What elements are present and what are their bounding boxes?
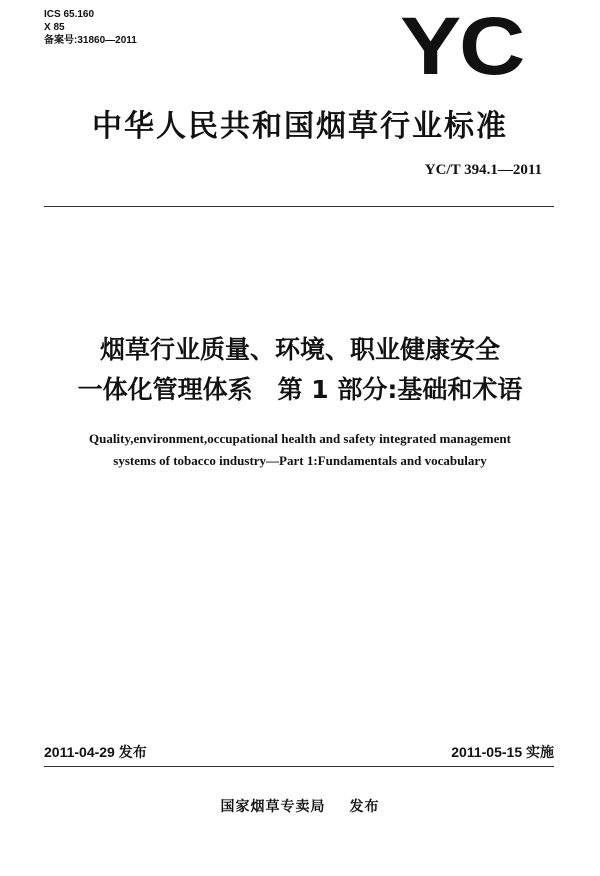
top-divider — [44, 206, 554, 207]
issuer-name: 国家烟草专卖局 — [220, 799, 326, 815]
document-title-chinese — [0, 330, 600, 410]
document-meta — [44, 8, 137, 47]
issuer-action: 发布 — [349, 799, 380, 815]
publish-date: 2011-04-29 发布 — [44, 744, 147, 760]
title-cn-line-2: 一体化管理体系 第 1 部分:基础和术语 — [77, 375, 523, 404]
title-en-line-2: systems of tobacco industry—Part 1:Fundamentals and vocabulary — [113, 453, 487, 468]
standard-title: 中华人民共和国烟草行业标准 — [92, 109, 508, 144]
bottom-divider — [44, 766, 554, 767]
ics-code: ICS 65.160 — [44, 9, 95, 20]
title-cn-line-1: 烟草行业质量、环境、职业健康安全 — [99, 335, 500, 364]
title-en-line-1: Quality,environment,occupational health and safety integrated management — [89, 431, 511, 446]
category-code: X 85 — [44, 22, 65, 33]
document-title-english — [30, 428, 570, 472]
yc-logo: YC — [400, 1, 524, 92]
filing-number: 备案号:31860—2011 — [44, 35, 137, 46]
standard-number: YC/T 394.1—2011 — [424, 162, 542, 178]
issuer — [0, 796, 600, 816]
effective-date: 2011-05-15 实施 — [451, 744, 554, 760]
